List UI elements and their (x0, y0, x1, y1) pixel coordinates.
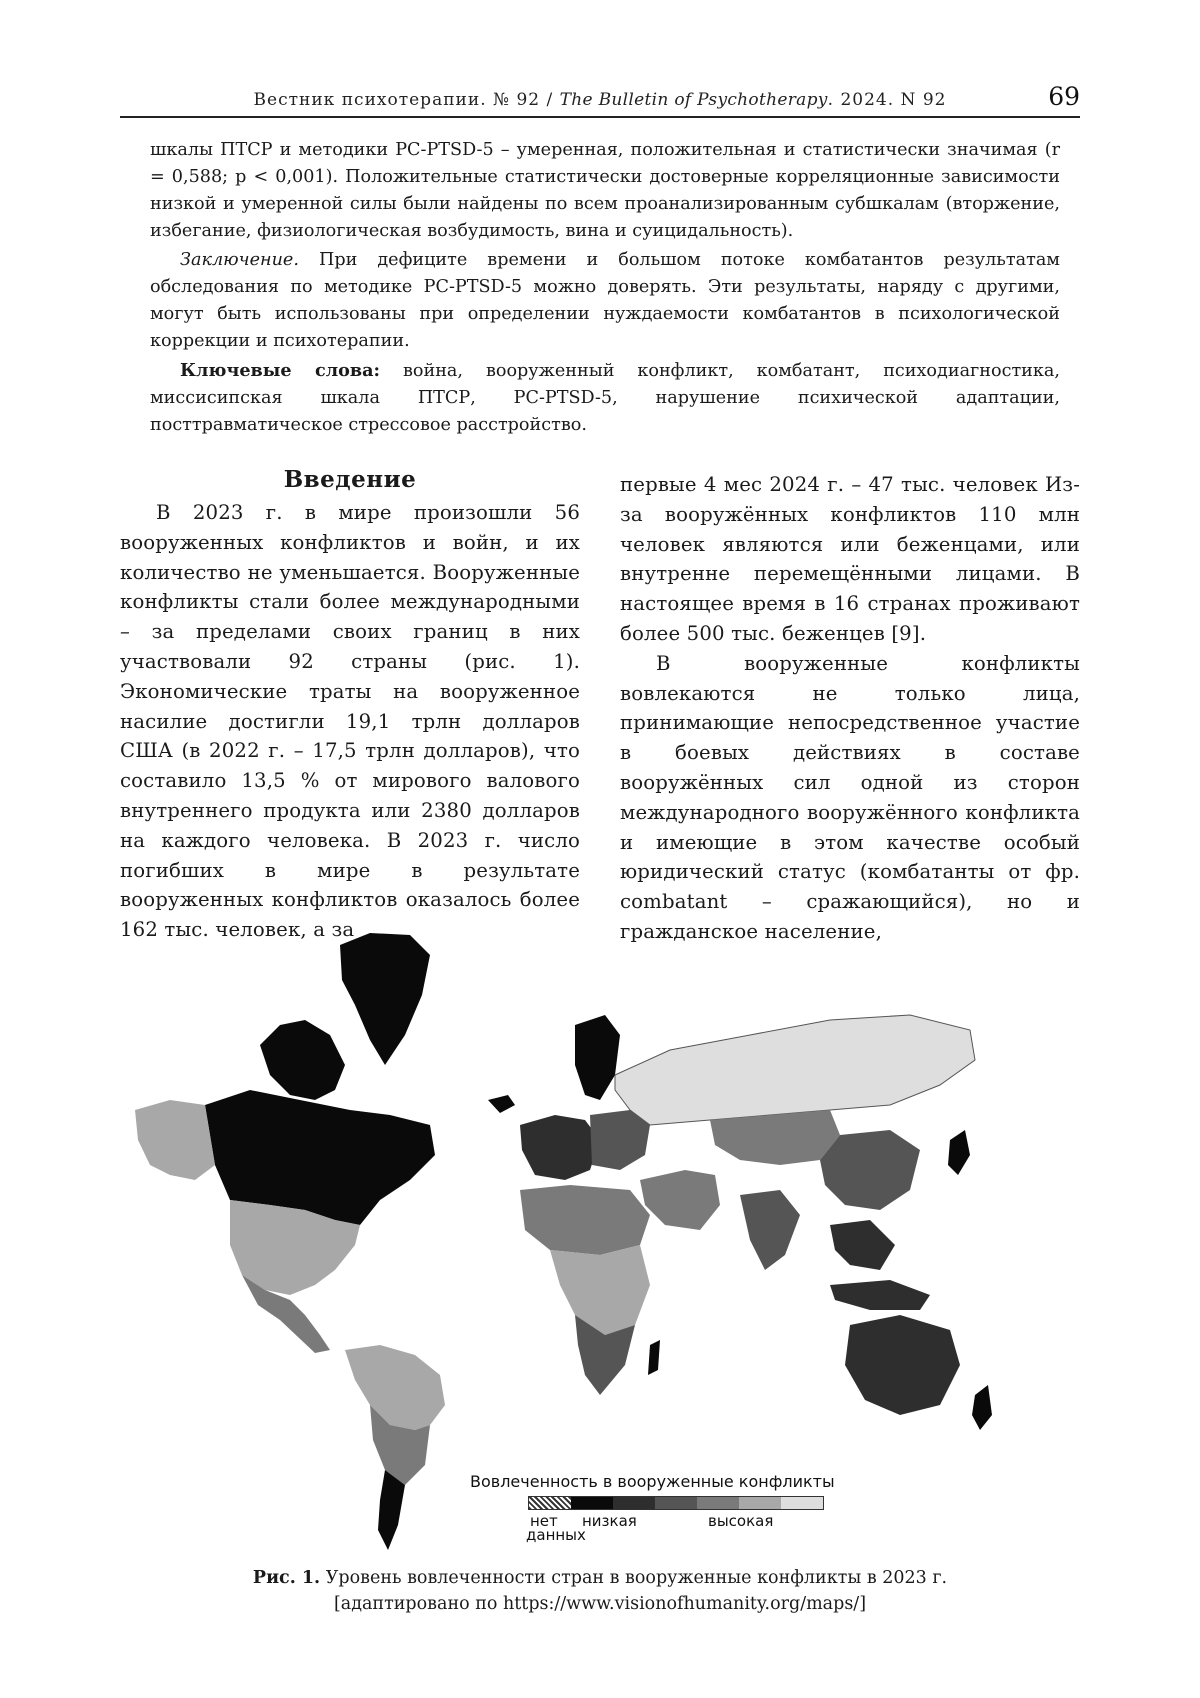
conclusion-text: При дефиците времени и большом потоке комбатантов результатам обследования по методике PC-PTSD-5 можно доверять. Эти результаты, наряду с другими, могут быть использованы при определении нуждаемости комбатантов в психологической коррекции и психотерапии. (150, 250, 1060, 351)
caption-text: Уровень вовлеченности стран в вооруженные конфликты в 2023 г. (320, 1568, 948, 1588)
legend-swatch-4 (697, 1497, 739, 1509)
region-southeast-asia (830, 1220, 895, 1270)
intro-paragraph-continued: первые 4 мес 2024 г. – 47 тыс. человек Из-за вооружённых конфликтов 110 млн человек являются или беженцами, или внутренне перемещёнными лицами. В настоящее время в 16 странах проживают более 500 тыс. беженцев [9]. (620, 473, 1080, 645)
region-australia (845, 1315, 960, 1415)
section-title: Введение (283, 466, 417, 493)
legend-color-scale (528, 1496, 824, 1510)
region-south-america-south (378, 1470, 405, 1550)
abstract-continuation: шкалы ПТСР и методики PC-PTSD-5 – умеренная, положительная и статистически значимая (r = 0,588; p < 0,001). Положительные статистически достоверные корреляционные зависимости низкой и умеренной силы были найдены по всем проанализированным субшкалам (вторжение, избегание, физиологическая возбудимость, вина и суицидальность). (150, 140, 1060, 241)
legend-swatch-no-data (529, 1497, 571, 1509)
region-scandinavia (575, 1015, 620, 1100)
caption-source: [адаптировано по https://www.visionofhumanity.org/maps/] (333, 1594, 867, 1614)
right-column (620, 470, 1080, 947)
map-legend (470, 1472, 870, 1552)
region-china (820, 1130, 920, 1210)
legend-swatch-6 (781, 1497, 823, 1509)
region-russia (615, 1015, 975, 1125)
intro-paragraph: В 2023 г. в мире произошли 56 вооруженных конфликтов и войн, и их количество не уменьшается. Вооруженные конфликты стали более международными – за пределами своих границ в них участвовали 92 страны (рис. 1). Экономические траты на вооруженное насилие достигли 19,1 трлн долларов США (в 2022 г. – 17,5 трлн долларов), что составило 13,5 % от мирового валового внутреннего продукта или 2380 долларов на каждого человека. В 2023 г. число погибших в мире в результате вооруженных конфликтов оказалось более 162 тыс. человек, а за (120, 501, 580, 942)
legend-swatch-1 (571, 1497, 613, 1509)
keywords-text: война, вооруженный конфликт, комбатант, психодиагностика, миссисипская шкала ПТСР, PC-PTSD-5, нарушение психической адаптации, посттравматическое стрессовое расстройство. (150, 361, 1060, 435)
legend-swatch-2 (613, 1497, 655, 1509)
conclusion-label: Заключение. (180, 250, 299, 270)
region-indonesia (830, 1280, 930, 1310)
running-header (120, 82, 1080, 118)
region-new-zealand (972, 1385, 992, 1430)
region-north-africa (520, 1185, 650, 1255)
region-alaska (135, 1100, 215, 1180)
keywords (150, 357, 1060, 439)
legend-title: Вовлеченность в вооруженные конфликты (470, 1472, 835, 1491)
legend-low-label: низкая (582, 1512, 637, 1530)
legend-no-data-line1: нет (530, 1512, 558, 1530)
region-arctic-islands (260, 1020, 345, 1100)
region-europe-east (590, 1110, 650, 1170)
left-column (120, 465, 580, 945)
region-japan (948, 1130, 970, 1175)
region-madagascar (648, 1340, 660, 1375)
legend-swatch-3 (655, 1497, 697, 1509)
journal-title-en: The Bulletin of Psychotherapy (559, 90, 828, 110)
caption-label: Рис. 1. (252, 1568, 321, 1588)
combatants-paragraph: В вооруженные конфликты вовлекаются не только лица, принимающие непосредственное участие в боевых действиях в составе вооружённых сил одной из сторон международного вооружённого конфликта и имеющие в этом качестве особый юридический статус (комбатанты от фр. combatant – сражающийся), но и гражданское население, (620, 651, 1080, 943)
legend-no-data-line2: данных (526, 1526, 586, 1544)
figure-caption (120, 1565, 1080, 1617)
abstract (150, 137, 1060, 439)
abstract-conclusion (150, 247, 1060, 355)
journal-title-ru: Вестник психотерапии. № 92 (253, 90, 541, 110)
region-greenland (340, 933, 430, 1065)
region-middle-east (640, 1170, 720, 1230)
keywords-label: Ключевые слова: (180, 360, 381, 381)
journal-title-separator: / (546, 90, 554, 110)
region-central-africa (550, 1245, 650, 1335)
world-map (130, 925, 1080, 1555)
region-europe-west (520, 1115, 600, 1180)
legend-swatch-5 (739, 1497, 781, 1509)
journal-issue-en: . 2024. N 92 (827, 90, 947, 110)
region-india (740, 1190, 800, 1270)
region-south-america-north (345, 1345, 445, 1430)
page-number: 69 (1048, 82, 1080, 111)
caption-line (120, 1565, 1080, 1591)
journal-title (120, 90, 1080, 110)
world-map-figure (130, 925, 1080, 1555)
legend-high-label: высокая (708, 1512, 774, 1530)
region-iceland (488, 1095, 515, 1113)
